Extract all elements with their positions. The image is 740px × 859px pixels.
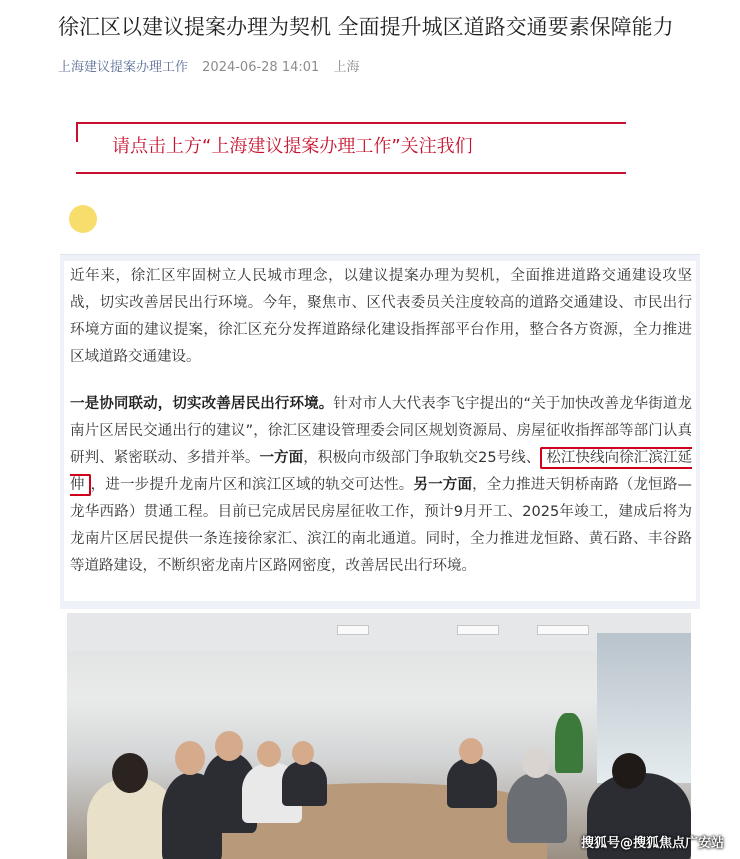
publish-location: 上海 — [333, 60, 360, 75]
article-meta — [58, 56, 369, 75]
person — [447, 758, 497, 808]
ceiling-light — [537, 625, 589, 635]
person-head — [522, 748, 550, 778]
person-head — [292, 741, 314, 765]
bold-heading: 一是协同联动，切实改善居民出行环境。 — [70, 396, 334, 412]
content-card-inner — [64, 261, 696, 601]
banner-border-bottom — [76, 172, 626, 174]
person — [507, 773, 567, 843]
paragraph-text: 针对市人大代表李飞宇提出的“关于加快改善龙华街道龙南片区居民交通出行的建议”，徐汇区建设管理委会同区规划资源局、房屋征收指挥部等部门认真研判、紧密联动、多措并举。 — [70, 396, 693, 466]
banner-border-left — [76, 122, 78, 142]
paragraph-text: ，积极向市级部门争取轨交25号线、 — [303, 450, 541, 466]
meeting-photo — [67, 613, 691, 859]
person — [282, 761, 327, 806]
banner-border-top — [76, 122, 626, 124]
decorative-dot — [69, 205, 97, 233]
ceiling-light — [457, 625, 499, 635]
person-head — [612, 753, 646, 789]
bold-phrase: 一方面 — [259, 450, 304, 466]
person-head — [257, 741, 281, 767]
paragraph-measures — [70, 391, 692, 580]
person-head — [112, 753, 148, 793]
publish-datetime: 2024-06-28 14:01 — [202, 60, 320, 75]
bold-phrase: 另一方面 — [413, 477, 473, 493]
paragraph-intro: 近年来，徐汇区牢固树立人民城市理念，以建议提案办理为契机，全面推进道路交通建设攻坚战，切实改善居民出行环境。今年，聚焦市、区代表委员关注度较高的道路交通建设、市民出行环境方面的建议提案，徐汇区充分发挥道路绿化建设指挥部平台作用，整合各方资源，全力推进区域道路交通建设。 — [70, 268, 692, 365]
paragraph-text: ，进一步提升龙南片区和滨江区域的轨交可达性。 — [90, 477, 414, 493]
paragraph-text: ，全力推进天钥桥南路（龙恒路—龙华西路）贯通工程。目前已完成居民房屋征收工作，预计9月开工、2025年竣工，建成后将为龙南片区居民提供一条连接徐家汇、滨江的南北通道。同时，全力推进龙恒路、黄石路、丰谷路等道路建设，不断织密龙南片区路网密度，改善居民出行环境。 — [70, 477, 693, 574]
ceiling-light — [337, 625, 369, 635]
highlight-box: 松江快线向徐汇滨江延伸 — [70, 447, 692, 496]
person-head — [175, 741, 205, 775]
person-head — [459, 738, 483, 764]
article-title: 徐汇区以建议提案办理为契机 全面提升城区道路交通要素保障能力 — [58, 15, 674, 39]
photo-window — [597, 633, 691, 783]
banner-text: 请点击上方“上海建议提案办理工作”关注我们 — [112, 136, 473, 157]
person-head — [215, 731, 243, 761]
photo-plant — [555, 713, 583, 773]
content-card — [60, 254, 700, 609]
author-link[interactable]: 上海建议提案办理工作 — [58, 60, 189, 75]
photo-watermark: 搜狐号@搜狐焦点广安站 — [580, 836, 724, 851]
